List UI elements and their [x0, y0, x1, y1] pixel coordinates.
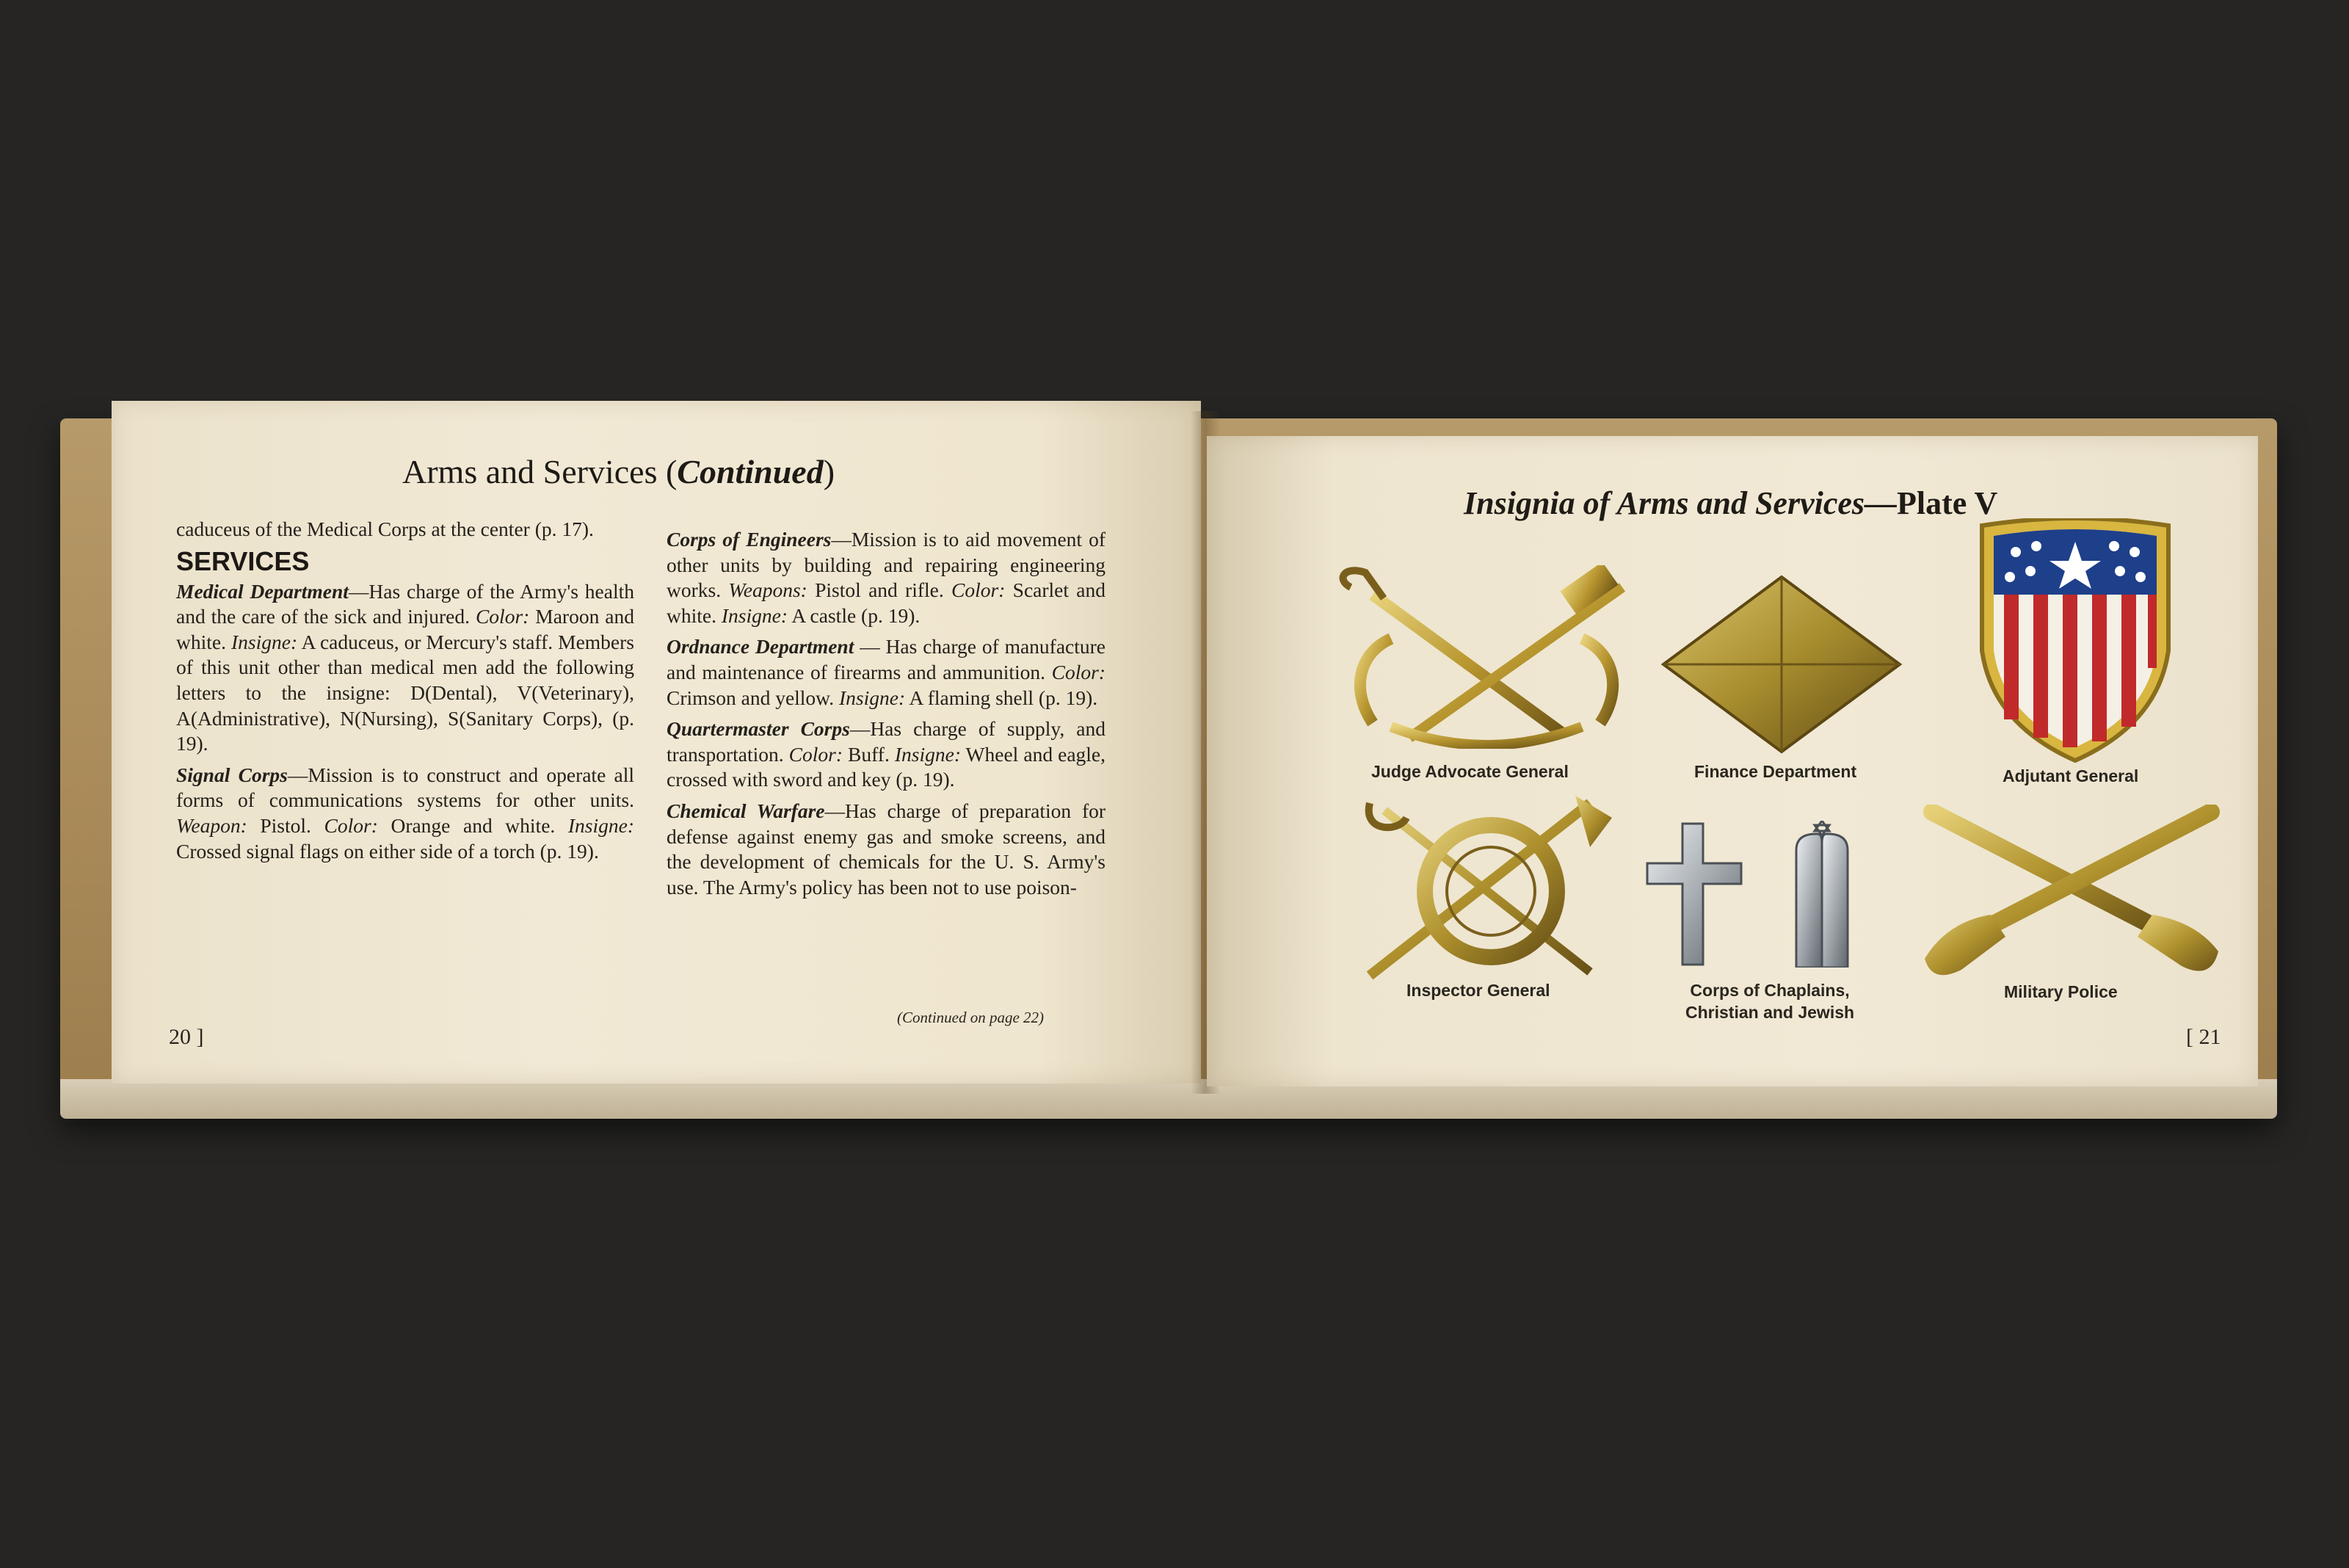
left-page-number: 20 ]	[169, 1025, 204, 1049]
crossed-pen-sword-wreath-icon	[1321, 565, 1652, 749]
cross-and-tablets-icon	[1646, 821, 1895, 968]
medical-entry: Medical Department—Has charge of the Army's health and the care of the sick and injured. Color: Maroon and white. Insigne: A caduceus, or Mercury's staff. Members of this unit other than medical men add the following letters to the insigne: D(Dental), V(Veterinary), A(Administrative), N(Nursing), S(Sanitary Corps), (p. 19).	[176, 579, 634, 755]
left-page-title: Arms and Services (Continued)	[402, 453, 835, 490]
diamond-icon	[1660, 574, 1903, 755]
crossed-pistols-icon	[1917, 805, 2227, 988]
sword-fasces-wreath-icon	[1355, 788, 1627, 982]
plate-title: Insignia of Arms and Services—Plate V	[1464, 485, 1998, 521]
chemical-entry: Chemical Warfare—Has charge of preparation for defense against enemy gas and smoke screens, and the development of chemicals for the U. S. Army's use. The Army's policy has been not to use poison-	[667, 799, 1106, 899]
continued-note: (Continued on page 22)	[897, 1009, 1045, 1026]
caption-judge-advocate: Judge Advocate General	[1371, 762, 1569, 781]
signal-entry: Signal Corps—Mission is to construct and operate all forms of communications systems for other units. Weapon: Pistol. Color: Orange and white. Insigne: Crossed signal flags on either side of a torch (p. 19).	[176, 763, 635, 863]
left-column	[176, 517, 634, 870]
caption-adjutant: Adjutant General	[2003, 766, 2139, 785]
right-column	[667, 527, 1105, 906]
right-page-number: [ 21	[2186, 1025, 2221, 1049]
engineers-entry: Corps of Engineers—Mission is to aid movement of other units by building and repairing engineering works. Weapons: Pistol and rifle. Color: Scarlet and white. Insigne: A castle (p. 19).	[667, 528, 1105, 627]
stars-stripes-shield-icon	[1975, 518, 2176, 763]
ordnance-entry: Ordnance Department — Has charge of manufacture and maintenance of firearms and ammunition. Color: Crimson and yellow. Insigne: A flaming shell (p. 19).	[667, 635, 1106, 709]
services-heading: SERVICES	[176, 545, 310, 576]
intro-text: caduceus of the Medical Corps at the center (p. 17).	[176, 518, 594, 540]
caption-chaplains: Corps of Chaplains, Christian and Jewish	[1685, 981, 1855, 1022]
caption-inspector: Inspector General	[1406, 981, 1550, 1000]
caption-military-police: Military Police	[2004, 982, 2118, 1001]
caption-finance: Finance Department	[1694, 762, 1857, 781]
quartermaster-entry: Quartermaster Corps—Has charge of supply, and transportation. Color: Buff. Insigne: Wheel and eagle, crossed with sword and key (p. 19).	[667, 717, 1105, 791]
